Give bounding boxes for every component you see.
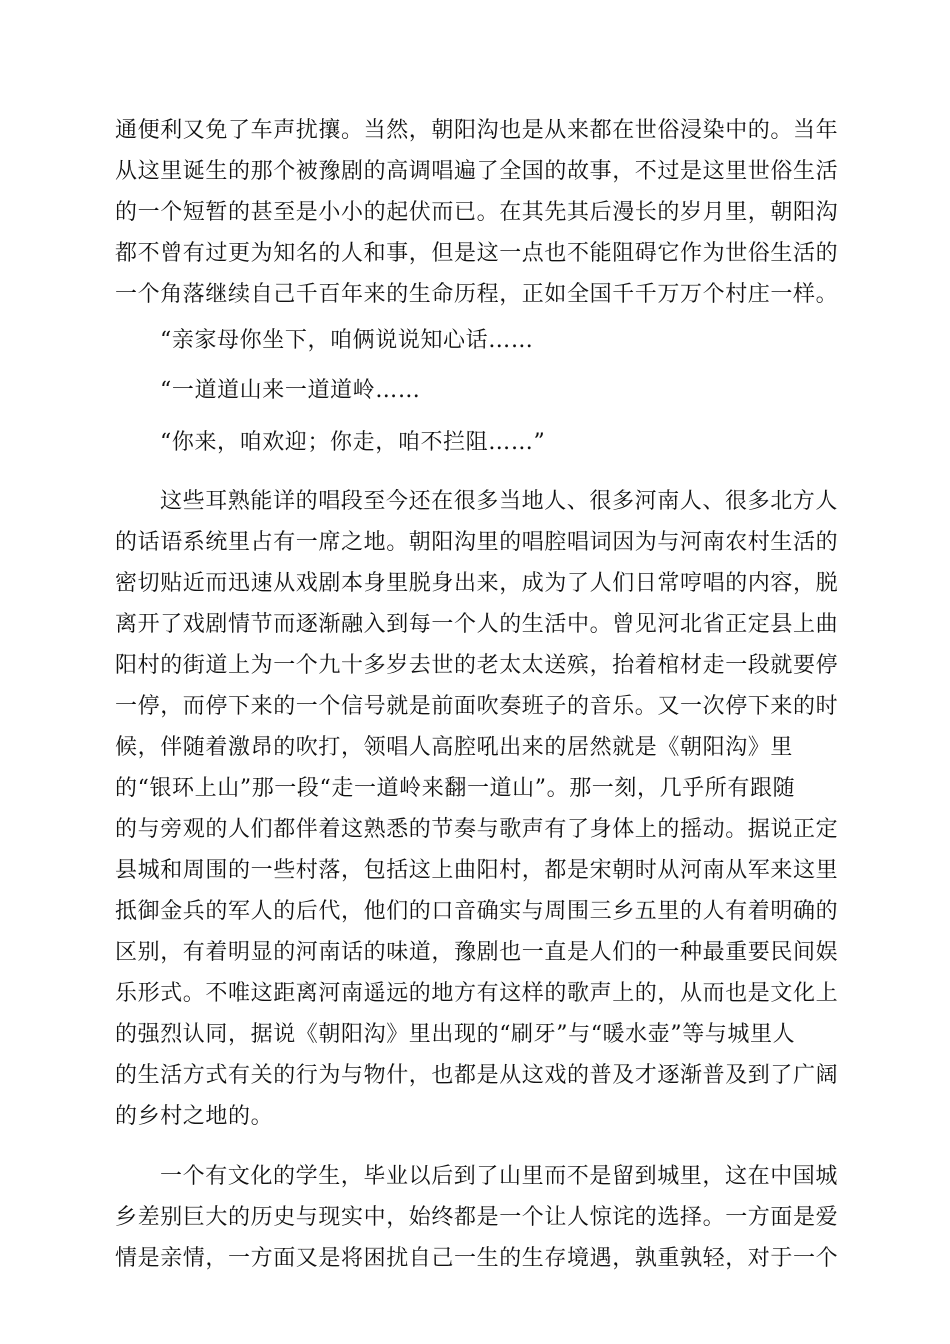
paragraph-line: 乐形式。不唯这距离河南遥远的地方有这样的歌声上的，从而也是文化上 [115,981,839,1006]
paragraph-line: 候，伴随着激昂的吹打，领唱人高腔吼出来的居然就是《朝阳沟》里 [115,735,794,760]
paragraph-line: 县城和周围的一些村落，包括这上曲阳村，都是宋朝时从河南从军来这里 [115,858,839,883]
paragraph-line: 一个角落继续自己千百年来的生命历程，正如全国千千万万个村庄一样。 [115,282,839,307]
paragraph-line: 的生活方式有关的行为与物什，也都是从这戏的普及才逐渐普及到了广阔 [115,1063,839,1088]
paragraph-line: 的话语系统里占有一席之地。朝阳沟里的唱腔唱词因为与河南农村生活的 [115,530,839,555]
paragraph-line: 阳村的街道上为一个九十多岁去世的老太太送殡，抬着棺材走一段就要停 [115,653,839,678]
lyric-line: “一道道山来一道道岭…… [160,378,421,403]
paragraph-line: 的一个短暂的甚至是小小的起伏而已。在其先其后漫长的岁月里，朝阳沟 [115,200,839,225]
paragraph-line: 都不曾有过更为知名的人和事，但是这一点也不能阻碍它作为世俗生活的 [115,241,839,266]
paragraph-line: 一停，而停下来的一个信号就是前面吹奏班子的音乐。又一次停下来的时 [115,694,839,719]
paragraph-line: 离开了戏剧情节而逐渐融入到每一个人的生活中。曾见河北省正定县上曲 [115,612,839,637]
paragraph-line: 的“银环上山”那一段“走一道岭来翻一道山”。那一刻，几乎所有跟随 [115,776,796,801]
paragraph-line: 密切贴近而迅速从戏剧本身里脱身出来，成为了人们日常哼唱的内容，脱 [115,571,839,596]
lyric-line: “亲家母你坐下，咱俩说说知心话…… [160,328,534,353]
paragraph-line: 乡差别巨大的历史与现实中，始终都是一个让人惊诧的选择。一方面是爱 [115,1205,839,1230]
paragraph-line: 区别，有着明显的河南话的味道，豫剧也一直是人们的一种最重要民间娱 [115,940,839,965]
paragraph-line: 这些耳熟能详的唱段至今还在很多当地人、很多河南人、很多北方人 [160,489,839,514]
lyric-line: “你来，咱欢迎；你走，咱不拦阻……” [160,430,546,455]
paragraph-line: 的强烈认同，据说《朝阳沟》里出现的“刷牙”与“暖水壶”等与城里人 [115,1022,796,1047]
paragraph-line: 一个有文化的学生，毕业以后到了山里而不是留到城里，这在中国城 [160,1164,839,1189]
paragraph-line: 情是亲情，一方面又是将困扰自己一生的生存境遇，孰重孰轻，对于一个 [115,1246,839,1271]
paragraph-line: 的乡村之地的。 [115,1104,274,1129]
paragraph-line: 通便利又免了车声扰攘。当然，朝阳沟也是从来都在世俗浸染中的。当年 [115,118,839,143]
paragraph-line: 从这里诞生的那个被豫剧的高调唱遍了全国的故事，不过是这里世俗生活 [115,159,839,184]
paragraph-line: 的与旁观的人们都伴着这熟悉的节奏与歌声有了身体上的摇动。据说正定 [115,817,839,842]
paragraph-line: 抵御金兵的军人的后代，他们的口音确实与周围三乡五里的人有着明确的 [115,899,839,924]
